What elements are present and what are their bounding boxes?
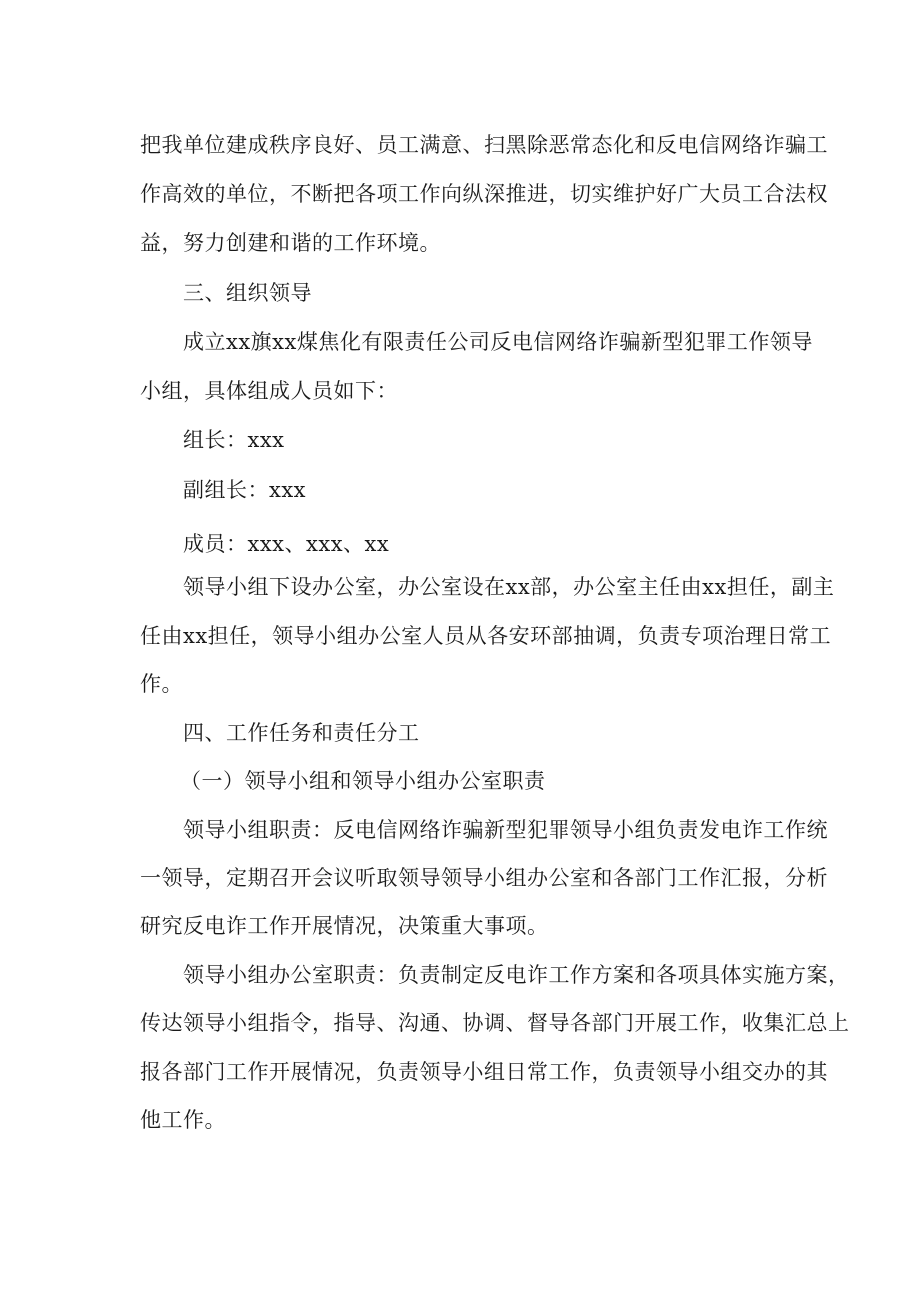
paragraph-goals-line-2: 作高效的单位，不断把各项工作向纵深推进，切实维护好广大员工合法权: [140, 182, 828, 206]
leader-line: 组长：xxx: [183, 428, 285, 452]
deputy-leader-line: 副组长：xxx: [183, 478, 307, 502]
paragraph-goals-line-3: 益，努力创建和谐的工作环境。: [140, 231, 441, 255]
paragraph-group-duties-line-3: 研究反电诈工作开展情况，决策重大事项。: [140, 914, 549, 938]
members-line: 成员：xxx、xxx、xx: [183, 532, 390, 556]
paragraph-office-line-3: 作。: [140, 672, 183, 696]
paragraph-office-duties-line-2: 传达领导小组指令，指导、沟通、协调、督导各部门开展工作，收集汇总上: [140, 1011, 850, 1035]
paragraph-group-duties-line-2: 一领导，定期召开会议听取领导领导小组办公室和各部门工作汇报，分析: [140, 866, 828, 890]
section-heading-organization: 三、组织领导: [183, 281, 312, 305]
paragraph-office-duties-line-3: 报各部门工作开展情况，负责领导小组日常工作，负责领导小组交办的其: [140, 1060, 828, 1084]
paragraph-office-line-2: 任由xx担任，领导小组办公室人员从各安环部抽调，负责专项治理日常工: [140, 624, 832, 648]
paragraph-office-duties-line-1: 领导小组办公室职责：负责制定反电诈工作方案和各项具体实施方案，: [183, 963, 850, 987]
paragraph-office-duties-line-4: 他工作。: [140, 1108, 226, 1132]
paragraph-group-duties-line-1: 领导小组职责：反电信网络诈骗新型犯罪领导小组负责发电诈工作统: [183, 818, 828, 842]
paragraph-establish-line-2: 小组，具体组成人员如下：: [140, 379, 398, 403]
paragraph-goals-line-1: 把我单位建成秩序良好、员工满意、扫黑除恶常态化和反电信网络诈骗工: [140, 133, 828, 157]
subsection-heading-duties: （一）领导小组和领导小组办公室职责: [180, 769, 546, 793]
section-heading-tasks: 四、工作任务和责任分工: [183, 721, 420, 745]
paragraph-establish-line-1: 成立xx旗xx煤焦化有限责任公司反电信网络诈骗新型犯罪工作领导: [183, 330, 813, 354]
paragraph-office-line-1: 领导小组下设办公室，办公室设在xx部，办公室主任由xx担任，副主: [183, 575, 835, 599]
